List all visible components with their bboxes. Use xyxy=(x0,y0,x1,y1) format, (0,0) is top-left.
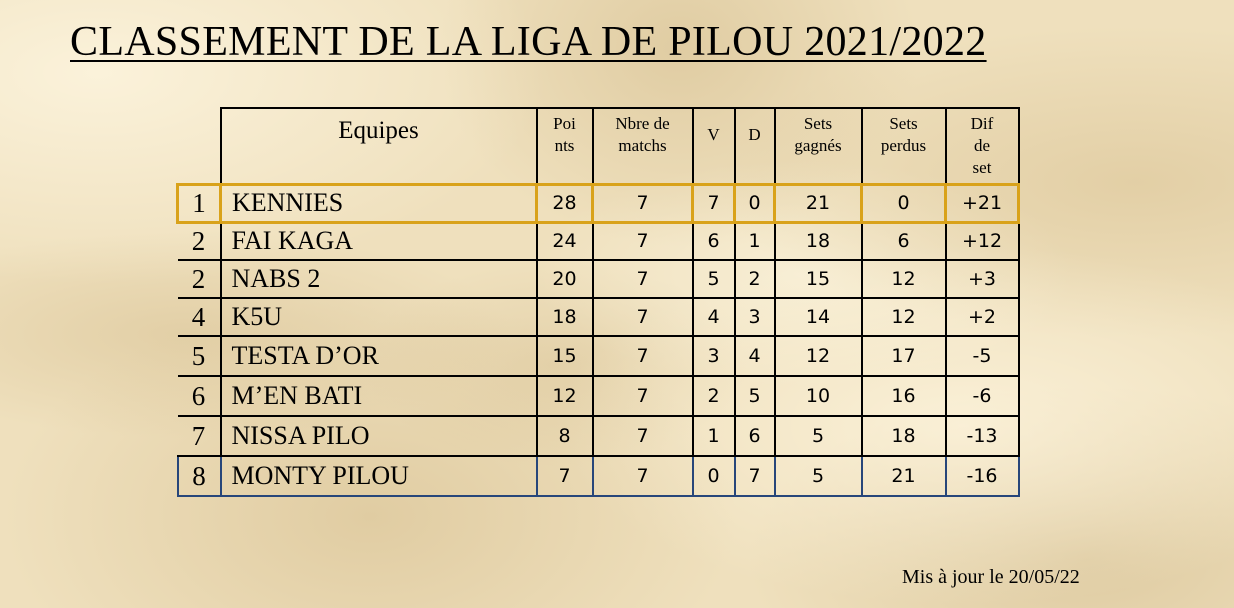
team-cell: M’EN BATI xyxy=(221,376,537,416)
sets-won-cell: 5 xyxy=(775,456,862,496)
header-points-line: nts xyxy=(554,136,575,155)
team-cell: FAI KAGA xyxy=(221,222,537,260)
header-wins xyxy=(693,108,735,184)
table-row xyxy=(178,298,1019,336)
points-cell: 12 xyxy=(537,376,593,416)
set-diff-cell: -6 xyxy=(946,376,1019,416)
sets-lost-cell: 12 xyxy=(862,260,946,298)
header-set-diff xyxy=(946,108,1019,184)
header-matches xyxy=(593,108,693,184)
points-cell: 15 xyxy=(537,336,593,376)
set-diff-cell: +3 xyxy=(946,260,1019,298)
header-sets-won-line: gagnés xyxy=(794,136,842,155)
table-row xyxy=(178,456,1019,496)
table-row xyxy=(178,260,1019,298)
rank-cell: 7 xyxy=(178,416,221,456)
rank-cell: 5 xyxy=(178,336,221,376)
header-points-line: Poi xyxy=(553,114,576,133)
matches-cell: 7 xyxy=(593,376,693,416)
wins-cell: 4 xyxy=(693,298,735,336)
losses-cell: 3 xyxy=(735,298,775,336)
header-matches-line: Nbre de xyxy=(615,114,670,133)
header-sets-lost-line: Sets xyxy=(889,114,918,133)
header-set-diff-line: de xyxy=(973,136,991,155)
matches-cell: 7 xyxy=(593,416,693,456)
losses-cell: 0 xyxy=(735,184,775,222)
sets-won-cell: 12 xyxy=(775,336,862,376)
losses-cell: 5 xyxy=(735,376,775,416)
matches-cell: 7 xyxy=(593,222,693,260)
header-sets-won-line: Sets xyxy=(803,114,833,133)
table-row xyxy=(178,184,1019,222)
team-cell: K5U xyxy=(221,298,537,336)
set-diff-cell: +2 xyxy=(946,298,1019,336)
wins-cell: 2 xyxy=(693,376,735,416)
header-matches-line: matchs xyxy=(618,136,667,155)
team-cell: MONTY PILOU xyxy=(221,456,537,496)
rank-cell: 8 xyxy=(178,456,221,496)
set-diff-cell: -13 xyxy=(946,416,1019,456)
header-team: Equipes xyxy=(221,108,537,184)
rank-cell: 2 xyxy=(178,260,221,298)
points-cell: 8 xyxy=(537,416,593,456)
sets-won-cell: 21 xyxy=(775,184,862,222)
wins-cell: 0 xyxy=(693,456,735,496)
header-wins-label: V xyxy=(707,125,720,144)
team-cell: TESTA D’OR xyxy=(221,336,537,376)
sets-won-cell: 10 xyxy=(775,376,862,416)
points-cell: 24 xyxy=(537,222,593,260)
set-diff-cell: -5 xyxy=(946,336,1019,376)
header-losses xyxy=(735,108,775,184)
table-header-row xyxy=(178,108,1019,184)
set-diff-cell: +12 xyxy=(946,222,1019,260)
points-cell: 20 xyxy=(537,260,593,298)
header-set-diff-line: set xyxy=(972,158,992,177)
sets-won-cell: 15 xyxy=(775,260,862,298)
matches-cell: 7 xyxy=(593,184,693,222)
sets-lost-cell: 18 xyxy=(862,416,946,456)
standings-table xyxy=(176,107,1020,497)
losses-cell: 7 xyxy=(735,456,775,496)
matches-cell: 7 xyxy=(593,260,693,298)
rank-cell: 1 xyxy=(178,184,221,222)
header-losses-label: D xyxy=(748,125,761,144)
header-points xyxy=(537,108,593,184)
last-updated-note: Mis à jour le 20/05/22 xyxy=(902,566,1080,588)
sets-lost-cell: 6 xyxy=(862,222,946,260)
sets-won-cell: 14 xyxy=(775,298,862,336)
wins-cell: 3 xyxy=(693,336,735,376)
rank-cell: 6 xyxy=(178,376,221,416)
rank-cell: 4 xyxy=(178,298,221,336)
sets-lost-cell: 12 xyxy=(862,298,946,336)
header-sets-won xyxy=(775,108,862,184)
sets-won-cell: 18 xyxy=(775,222,862,260)
set-diff-cell: -16 xyxy=(946,456,1019,496)
sets-lost-cell: 0 xyxy=(862,184,946,222)
table-row xyxy=(178,222,1019,260)
header-rank-cell xyxy=(178,108,221,184)
table-row xyxy=(178,336,1019,376)
sets-lost-cell: 21 xyxy=(862,456,946,496)
header-sets-lost xyxy=(862,108,946,184)
sets-won-cell: 5 xyxy=(775,416,862,456)
wins-cell: 1 xyxy=(693,416,735,456)
set-diff-cell: +21 xyxy=(946,184,1019,222)
matches-cell: 7 xyxy=(593,336,693,376)
points-cell: 18 xyxy=(537,298,593,336)
wins-cell: 5 xyxy=(693,260,735,298)
wins-cell: 6 xyxy=(693,222,735,260)
header-sets-lost-line: perdus xyxy=(880,136,927,155)
table-row xyxy=(178,376,1019,416)
table-row xyxy=(178,416,1019,456)
sets-lost-cell: 17 xyxy=(862,336,946,376)
wins-cell: 7 xyxy=(693,184,735,222)
losses-cell: 2 xyxy=(735,260,775,298)
sets-lost-cell: 16 xyxy=(862,376,946,416)
page-title: CLASSEMENT DE LA LIGA DE PILOU 2021/2022 xyxy=(70,19,987,65)
team-cell: KENNIES xyxy=(221,184,537,222)
losses-cell: 6 xyxy=(735,416,775,456)
team-cell: NABS 2 xyxy=(221,260,537,298)
losses-cell: 1 xyxy=(735,222,775,260)
rank-cell: 2 xyxy=(178,222,221,260)
matches-cell: 7 xyxy=(593,298,693,336)
header-set-diff-line: Dif xyxy=(970,114,994,133)
points-cell: 7 xyxy=(537,456,593,496)
matches-cell: 7 xyxy=(593,456,693,496)
points-cell: 28 xyxy=(537,184,593,222)
losses-cell: 4 xyxy=(735,336,775,376)
team-cell: NISSA PILO xyxy=(221,416,537,456)
